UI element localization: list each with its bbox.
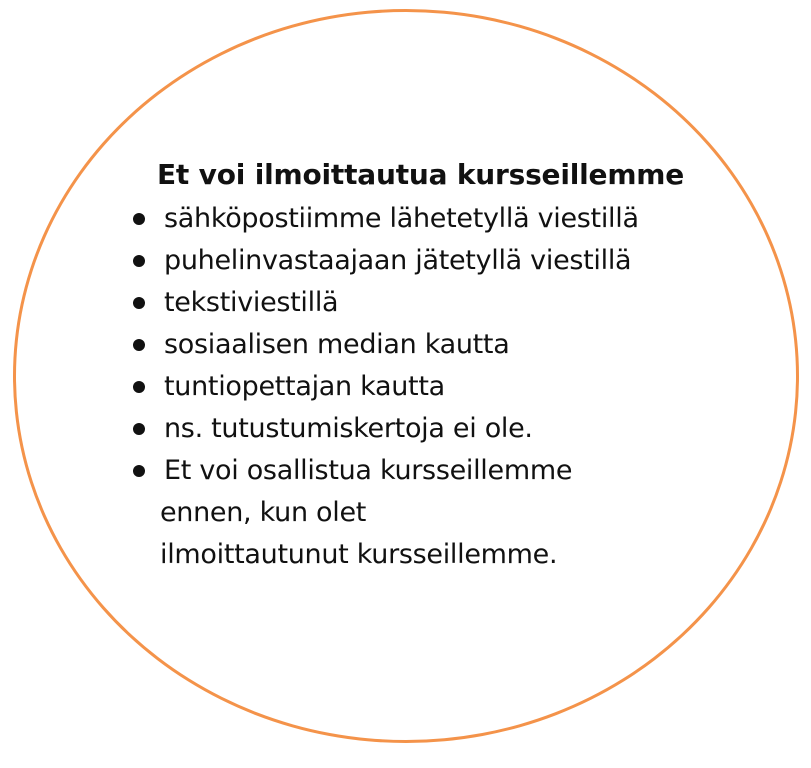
list-item [130,408,730,450]
bullet-icon [133,255,145,267]
list-item [130,282,730,324]
list-item-text-line-3: ilmoittautunut kursseillemme. [160,539,558,570]
bullet-icon [133,297,145,309]
list-item [130,240,730,282]
info-title: Et voi ilmoittautua kursseillemme [157,158,685,191]
list-item [130,450,730,576]
bullet-icon [133,339,145,351]
bullet-icon [133,213,145,225]
list-item-text-line-2: ennen, kun olet [160,497,367,528]
bullet-icon [133,465,145,477]
list-item-text: ns. tutustumiskertoja ei ole. [164,413,533,444]
info-block [130,156,730,576]
list-item-text: tuntiopettajan kautta [164,371,445,402]
bullet-icon [133,423,145,435]
list-item [130,324,730,366]
list-item-text: sosiaalisen median kautta [164,329,510,360]
list-item [130,198,730,240]
list-item-text-line-1: Et voi osallistua kursseillemme [164,455,573,486]
list-item-text: sähköpostiimme lähetetyllä viestillä [164,203,639,234]
bullet-icon [133,381,145,393]
info-list [130,198,730,576]
list-item-text: puhelinvastaajaan jätetyllä viestillä [164,245,632,276]
list-item-text: tekstiviestillä [164,287,339,318]
list-item [130,366,730,408]
